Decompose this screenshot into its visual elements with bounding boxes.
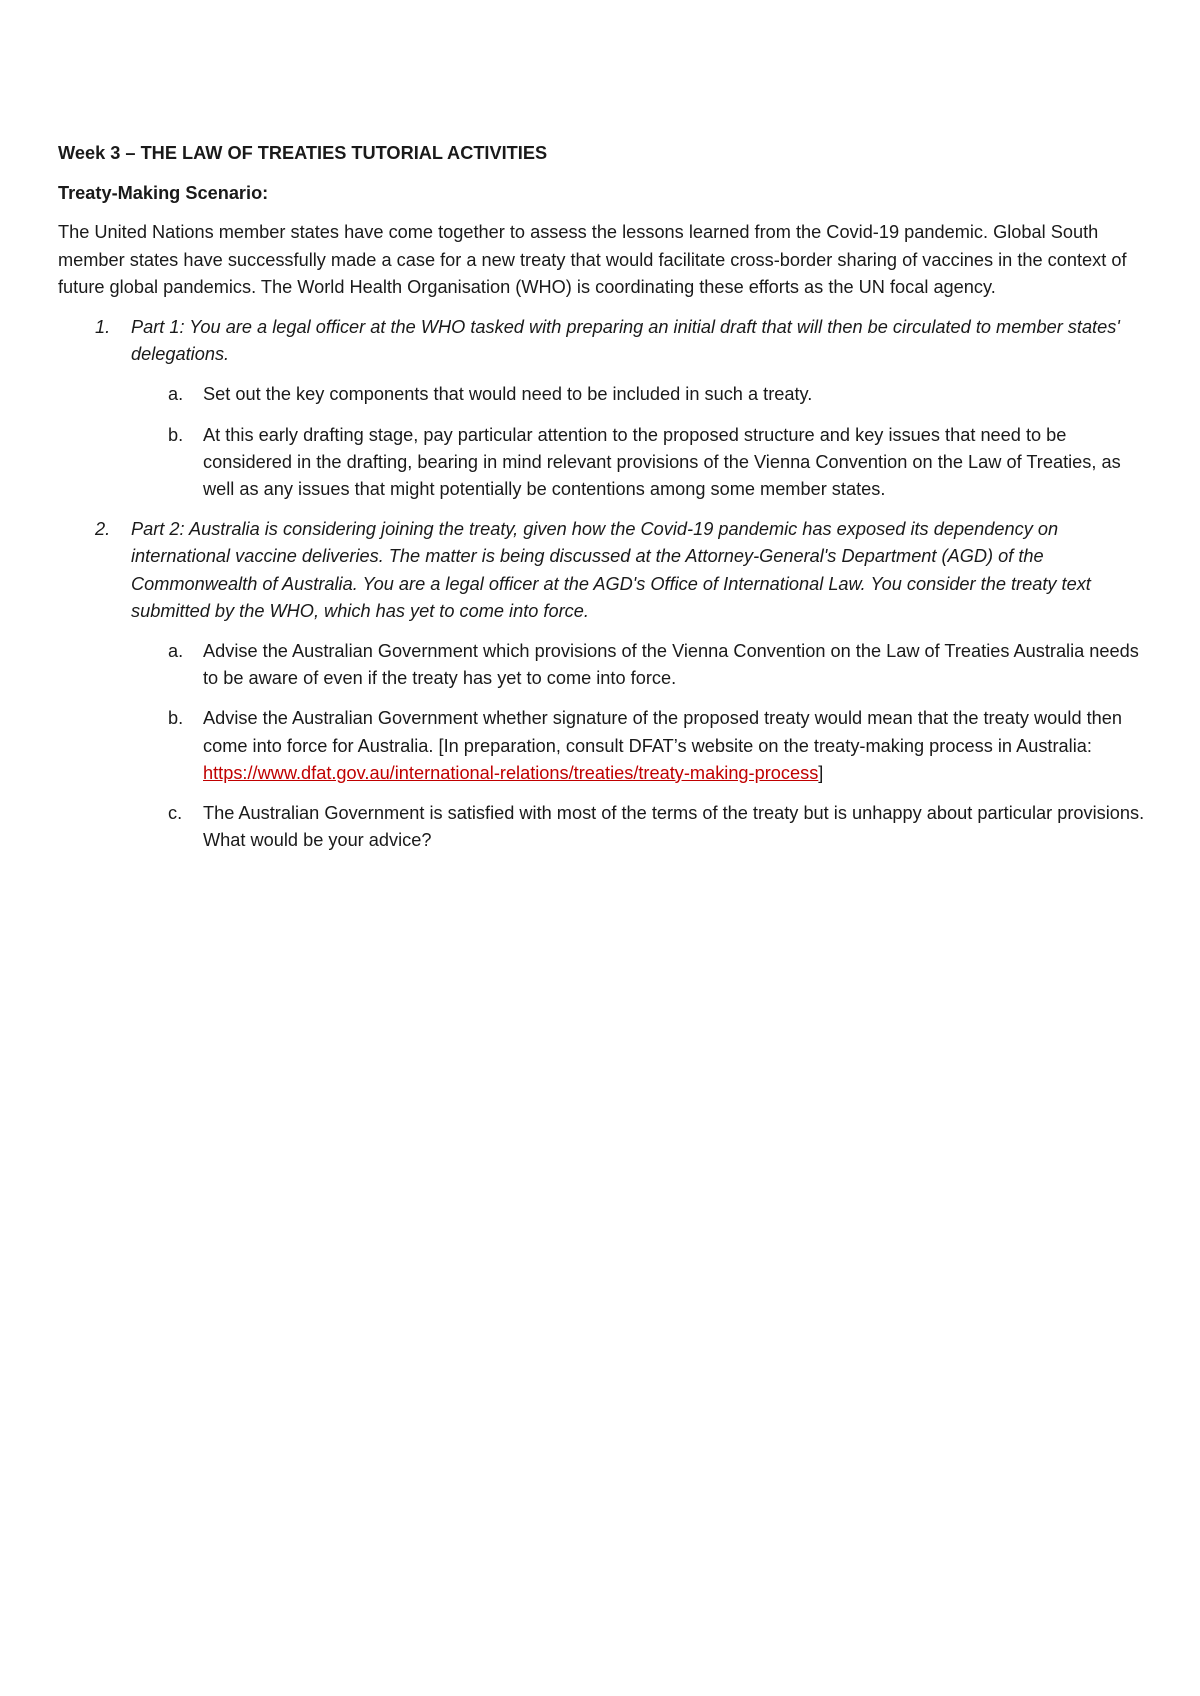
document-title: Week 3 – THE LAW OF TREATIES TUTORIAL ACTIVITIES <box>58 143 548 163</box>
part-2-item-c <box>58 800 1148 854</box>
part-1-text: Part 1: You are a legal officer at the WHO tasked with preparing an initial draft that will then be circulated to member states' delegations. <box>131 317 1120 365</box>
item-letter: b. <box>168 708 184 729</box>
document-subtitle: Treaty-Making Scenario: <box>58 183 269 204</box>
part-2-text: Part 2: Australia is considering joining the treaty, given how the Covid-19 pandemic has exposed its dependency on international vaccine deliveries. The matter is being discussed at the Attorney-General's Department (AGD) of the Commonwealth of Australia. You are a legal officer at the AGD's Office of International Law. You consider the treaty text submitted by the WHO, which has yet to come into force. <box>131 519 1091 621</box>
intro-paragraph: The United Nations member states have come together to assess the lessons learned from the Covid-19 pandemic. Global South member states have successfully made a case for a new treaty that would facilitate cross-border sharing of vaccines in the context of future global pandemics. The World Health Organisation (WHO) is coordinating these efforts as the UN focal agency. <box>58 222 1127 297</box>
part-2 <box>58 516 1148 625</box>
document-page <box>58 140 1148 867</box>
part-1-item-b <box>58 422 1148 504</box>
part-2-item-a <box>58 638 1148 692</box>
item-letter: c. <box>168 803 183 824</box>
item-text-before: Advise the Australian Government whether signature of the proposed treaty would mean that the treaty would then come into force for Australia. [In preparation, consult DFAT’s website on the treaty-making process in Australia: <box>203 708 1123 756</box>
item-text-after: ] <box>818 762 824 783</box>
dfat-treaty-making-link[interactable]: https://www.dfat.gov.au/international-relations/treaties/treaty-making-process <box>203 762 819 783</box>
item-letter: a. <box>168 384 184 405</box>
item-text: The Australian Government is satisfied with most of the terms of the treaty but is unhappy about particular provisions. What would be your advice? <box>203 803 1145 851</box>
part-1 <box>58 314 1148 368</box>
item-text: Advise the Australian Government which provisions of the Vienna Convention on the Law of Treaties Australia needs to be aware of even if the treaty has yet to come into force. <box>203 641 1139 689</box>
part-2-item-b <box>58 705 1148 787</box>
item-text: Set out the key components that would need to be included in such a treaty. <box>203 384 813 405</box>
item-letter: b. <box>168 424 184 445</box>
part-2-number: 2. <box>95 519 111 540</box>
part-1-number: 1. <box>95 317 111 338</box>
item-text: At this early drafting stage, pay particular attention to the proposed structure and key issues that need to be considered in the drafting, bearing in mind relevant provisions of the Vienna Convention on the Law of Treaties, as well as any issues that might potentially be contentions among some member states. <box>203 424 1121 500</box>
part-1-item-a <box>58 381 1148 408</box>
item-letter: a. <box>168 641 184 662</box>
